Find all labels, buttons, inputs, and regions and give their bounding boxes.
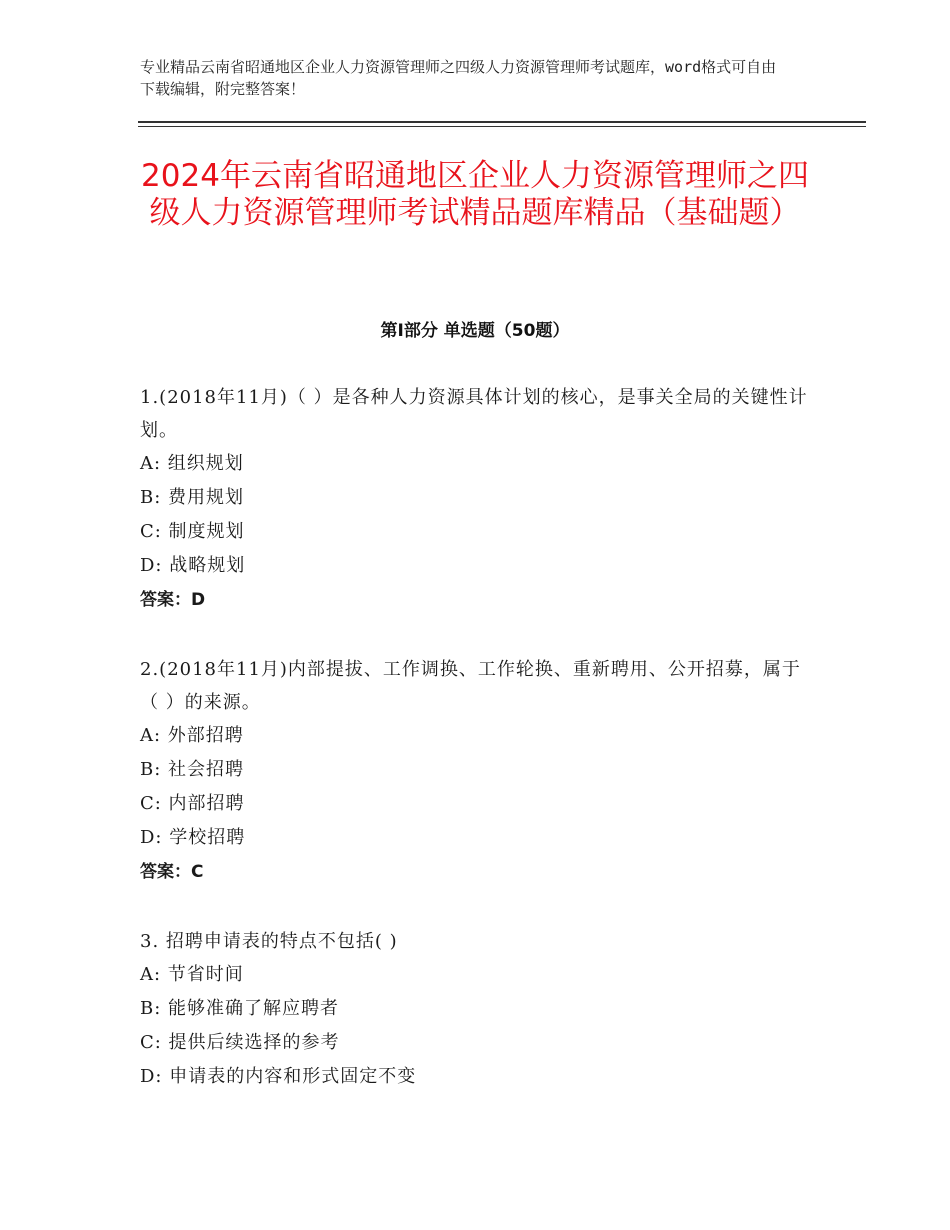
option-b: B: 能够准确了解应聘者: [140, 998, 340, 1019]
option-d: D: 战略规划: [140, 555, 246, 576]
option-d: D: 申请表的内容和形式固定不变: [140, 1066, 417, 1087]
page-header-note: 专业精品云南省昭通地区企业人力资源管理师之四级人力资源管理师考试题库，word格式可自由下载编辑，附完整答案！: [140, 58, 777, 98]
option-b: B: 费用规划: [140, 487, 245, 508]
question-1: [140, 381, 810, 617]
question-2: [140, 653, 810, 889]
option-a: A: 外部招聘: [140, 725, 244, 746]
option-a: A: 节省时间: [140, 964, 244, 985]
option-c: C: 提供后续选择的参考: [140, 1032, 340, 1053]
option-c: C: 内部招聘: [140, 793, 245, 814]
header-divider-thin: [138, 126, 866, 127]
header-divider-thick: [138, 121, 866, 123]
document-title: 2024年云南省昭通地区企业人力资源管理师之四级人力资源管理师考试精品题库精品（基础题）: [141, 158, 809, 231]
question-stem: 3. 招聘申请表的特点不包括( ): [140, 931, 398, 952]
answer: 答案：D: [140, 590, 206, 610]
option-d: D: 学校招聘: [140, 827, 246, 848]
question-3: [140, 925, 810, 1094]
option-b: B: 社会招聘: [140, 759, 245, 780]
answer: 答案：C: [140, 862, 204, 882]
option-a: A: 组织规划: [140, 453, 244, 474]
question-stem: 1.(2018年11月)（ ）是各种人力资源具体计划的核心，是事关全局的关键性计划。: [140, 387, 808, 441]
question-stem: 2.(2018年11月)内部提拔、工作调换、工作轮换、重新聘用、公开招募，属于（ ）的来源。: [140, 659, 801, 713]
option-c: C: 制度规划: [140, 521, 245, 542]
section-heading: 第Ⅰ部分 单选题（50题）: [380, 321, 570, 341]
